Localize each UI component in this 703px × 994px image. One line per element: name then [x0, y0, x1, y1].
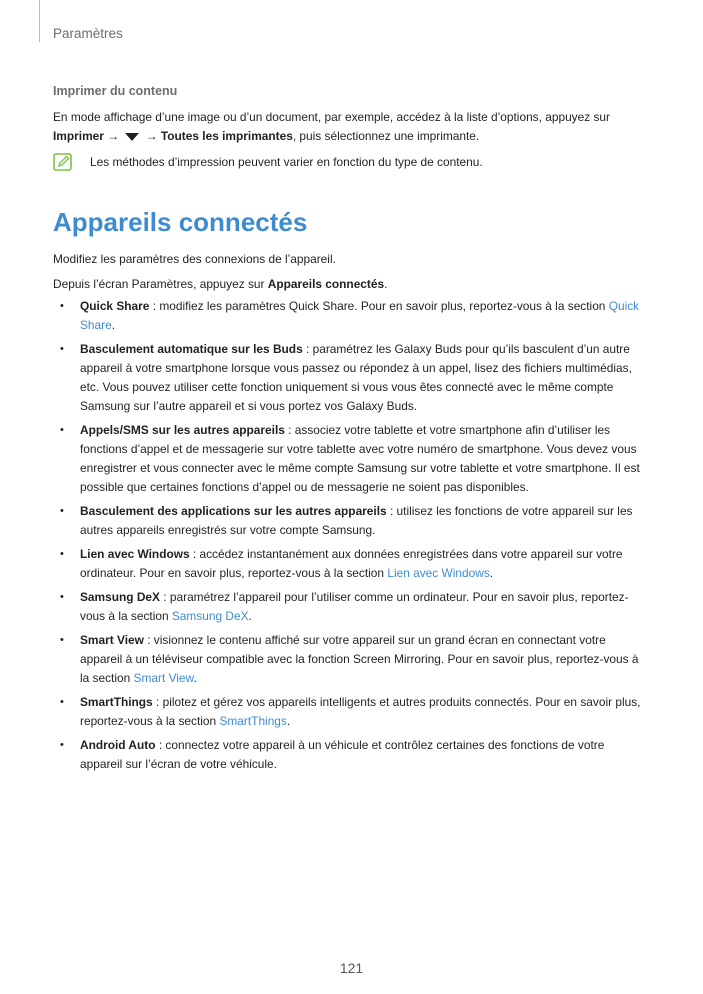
item-term: Appels/SMS sur les autres appareils	[80, 423, 285, 437]
bullet: •	[60, 343, 64, 355]
page-content	[53, 84, 649, 779]
pencil-note-icon	[53, 153, 73, 171]
item-end: .	[111, 318, 116, 332]
print-instructions	[53, 108, 649, 146]
options-list	[53, 297, 649, 774]
item-desc: : modifiez les paramètres Quick Share. Pour en savoir plus, reportez-vous à la section	[149, 299, 609, 313]
bullet: •	[60, 505, 64, 517]
bullet: •	[60, 696, 64, 708]
list-item-dex	[53, 588, 649, 626]
note	[53, 153, 649, 171]
note-text: Les méthodes d’impression peuvent varier en fonction du type de contenu.	[90, 155, 483, 169]
item-term: Basculement des applications sur les autres appareils	[80, 504, 387, 518]
item-term: Smart View	[80, 633, 144, 647]
list-item-app-switching	[53, 502, 649, 540]
bullet: •	[60, 424, 64, 436]
list-item-smart-view	[53, 631, 649, 688]
bullet: •	[60, 634, 64, 646]
list-item-buds	[53, 340, 649, 416]
item-end: .	[248, 609, 252, 623]
section-title: Appareils connectés	[53, 207, 308, 237]
link-quick-share[interactable]: Quick Share	[80, 299, 640, 332]
item-term: Samsung DeX	[80, 590, 160, 604]
all-printers-label: Toutes les imprimantes	[160, 129, 293, 143]
item-desc: : paramétrez l’appareil pour l’utiliser comme un ordinateur. Pour en savoir plus, reportez-vous à la section	[80, 590, 629, 623]
item-desc: : pilotez et gérez vos appareils intelligents et autres produits connectés. Pour en savoir plus, reportez-vous à la section	[80, 695, 641, 728]
list-item-quick-share	[53, 297, 649, 335]
link-smartthings[interactable]: SmartThings	[219, 714, 287, 728]
print-text-start: En mode affichage d’une image ou d’un document, par exemple, accédez à la liste d’options, appuyez sur	[53, 110, 611, 124]
list-item-smartthings	[53, 693, 649, 731]
item-desc: : connectez votre appareil à un véhicule et contrôlez certaines des fonctions de votre appareil sur l’écran de votre véhicule.	[80, 738, 605, 771]
item-desc: : paramétrez les Galaxy Buds pour qu’ils basculent d’un autre appareil à votre smartphone lorsque vous passez ou répondez à un appel, lisez des fichiers multimédias, etc. Vous pouvez utiliser cette fonction uniquement si vous vous êtes connecté avec le même compte Samsung sur l’autre appareil et si vous portez vos Galaxy Buds.	[80, 342, 632, 413]
bullet: •	[60, 548, 64, 560]
arrow-1: →	[103, 129, 123, 143]
print-menu-label: Imprimer	[53, 129, 104, 143]
arrow-2: →	[142, 129, 161, 143]
item-end: .	[286, 714, 291, 728]
item-end: .	[489, 566, 494, 580]
item-term: Basculement automatique sur les Buds	[80, 342, 303, 356]
bullet: •	[60, 300, 64, 312]
list-item-android-auto	[53, 736, 649, 774]
bullet: •	[60, 591, 64, 603]
path-bold: Appareils connectés	[267, 277, 385, 291]
settings-path	[53, 275, 649, 294]
list-item-calls-sms	[53, 421, 649, 497]
section-intro: Modifiez les paramètres des connexions de l’appareil.	[53, 252, 336, 266]
item-desc: : accédez instantanément aux données enregistrées dans votre appareil sur votre ordinateur. Pour en savoir plus, reportez-vous à la section	[80, 547, 623, 580]
path-end: .	[384, 277, 388, 291]
item-desc: : associez votre tablette et votre smartphone afin d’utiliser les fonctions d’appel et de messagerie sur votre tablette avec votre numéro de smartphone. Vous devez vous enregistrer et vous connecter avec le même compte Samsung sur votre tablette et votre smartphone. Il est possible que certaines fonctions d’appel ou de messagerie ne soient pas disponibles.	[80, 423, 640, 494]
item-desc: : visionnez le contenu affiché sur votre appareil sur un grand écran en connectant votre appareil à un téléviseur compatible avec la fonction Screen Mirroring. Pour en savoir plus, reportez-vous à la section	[80, 633, 639, 685]
print-text-end: , puis sélectionnez une imprimante.	[292, 129, 480, 143]
link-smart-view[interactable]: Smart View	[133, 671, 194, 685]
link-windows[interactable]: Lien avec Windows	[387, 566, 490, 580]
margin-rule	[39, 0, 40, 42]
item-end: .	[193, 671, 197, 685]
list-item-windows-link	[53, 545, 649, 583]
item-term: SmartThings	[80, 695, 153, 709]
running-header: Paramètres	[53, 26, 123, 41]
print-subheading: Imprimer du contenu	[53, 84, 178, 98]
link-dex[interactable]: Samsung DeX	[171, 609, 249, 623]
path-start: Depuis l’écran Paramètres, appuyez sur	[53, 277, 268, 291]
bullet: •	[60, 739, 64, 751]
dropdown-triangle-icon	[125, 133, 139, 141]
item-desc: : utilisez les fonctions de votre appareil sur les autres appareils enregistrés sur votre compte Samsung.	[80, 504, 633, 537]
page-number: 121	[339, 960, 364, 976]
item-term: Quick Share	[80, 299, 150, 313]
item-term: Android Auto	[80, 738, 156, 752]
item-term: Lien avec Windows	[80, 547, 190, 561]
